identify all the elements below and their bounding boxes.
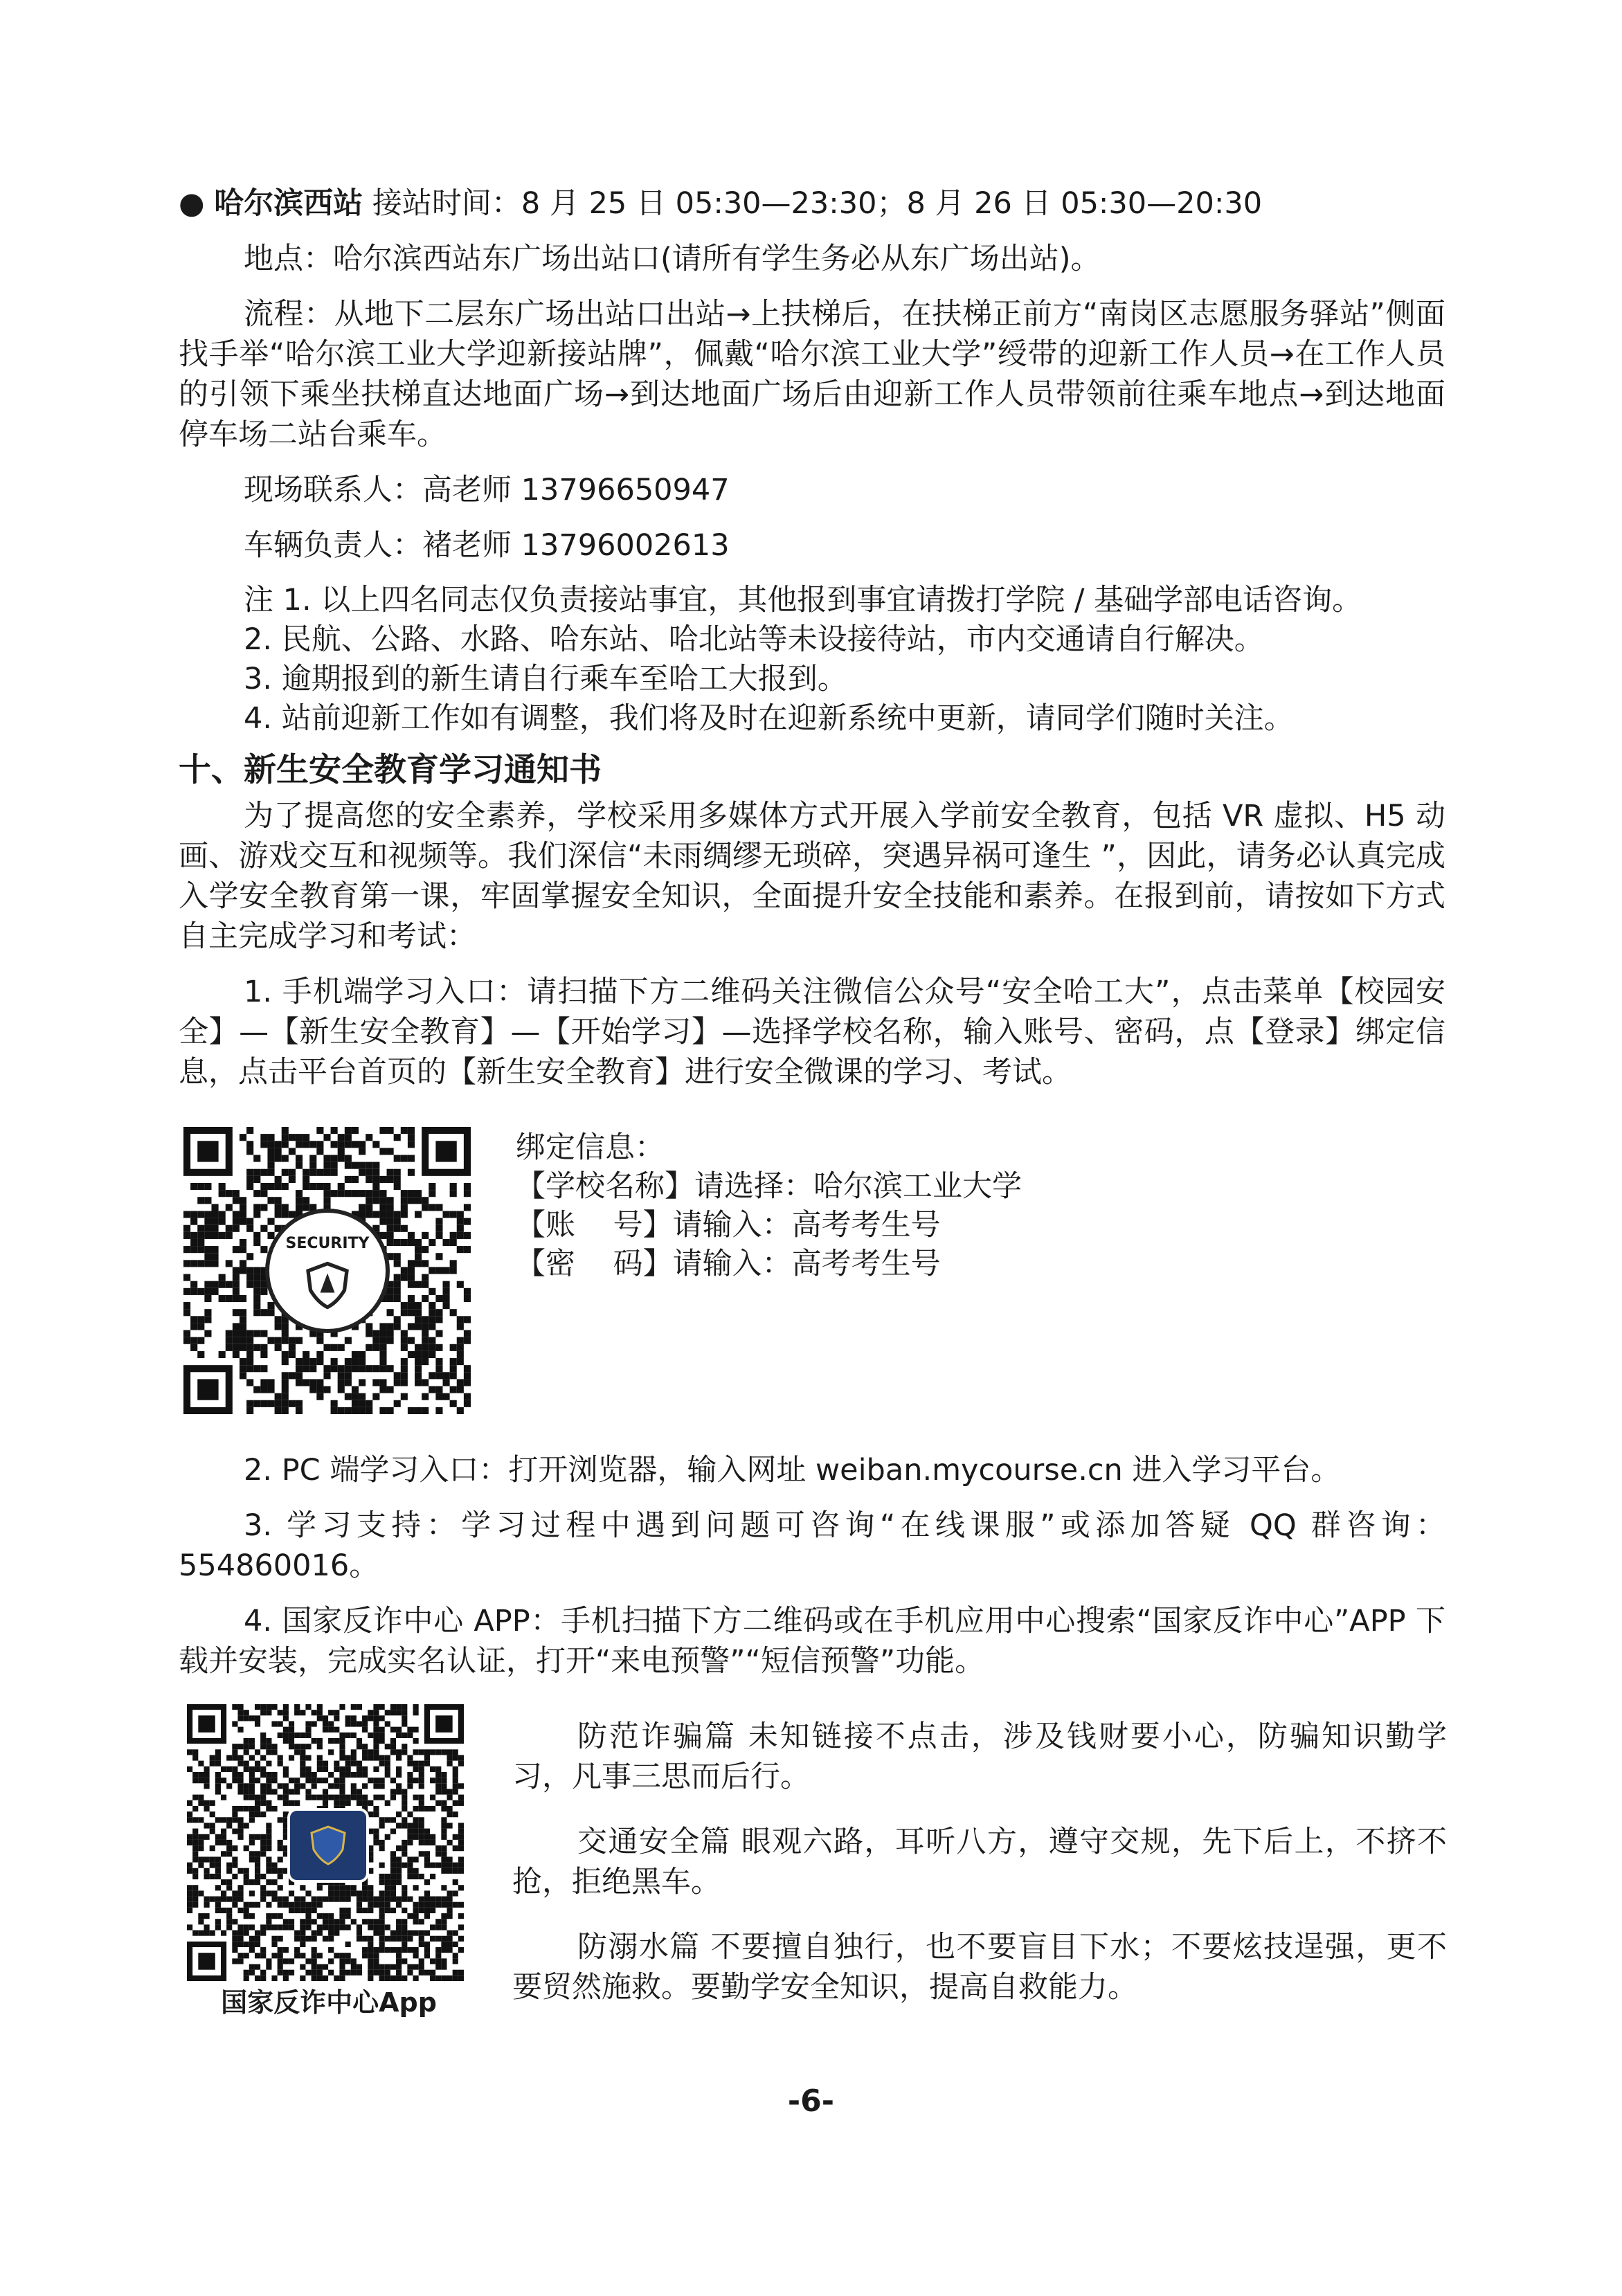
emblem-text: SECURITY <box>285 1234 370 1252</box>
note-item: 3. 逾期报到的新生请自行乘车至哈工大报到。 <box>244 662 847 696</box>
station-time: 接站时间：8 月 25 日 05:30—23:30；8 月 26 日 05:30—20:30 <box>372 186 1263 221</box>
station-location: 地点：哈尔滨西站东广场出站口(请所有学生务必从东广场出站)。 <box>244 242 1101 276</box>
bind-info <box>516 1128 1208 1283</box>
note-item: 注 1. 以上四名同志仅负责接站事宜，其他报到事宜请拨打学院 / 基础学部电话咨询。 <box>244 583 1362 617</box>
shield-icon <box>303 1261 352 1310</box>
notes-list <box>179 581 1445 739</box>
items-block <box>179 1450 1445 1697</box>
tip-item: 防溺水篇 不要擅自独行，也不要盲目下水；不要炫技逞强，更不要贸然施救。要勤学安全知识，提高自救能力。 <box>512 1930 1447 2005</box>
bind-school: 【学校名称】请选择：哈尔滨工业大学 <box>516 1169 1022 1204</box>
station-process: 流程：从地下二层东广场出站口出站→上扶梯后，在扶梯正前方“南岗区志愿服务驿站”侧面找手举“哈尔滨工业大学迎新接站牌”，佩戴“哈尔滨工业大学”绶带的迎新工作人员→在工作人员的引领下乘坐扶梯直达地面广场→到达地面广场后由迎新工作人员带领前往乘车地点→到达地面停车场二站台乘车。 <box>179 297 1445 452</box>
station-name: 哈尔滨西站 <box>214 186 363 221</box>
app-logo-icon <box>287 1808 369 1883</box>
note-item: 4. 站前迎新工作如有调整，我们将及时在迎新系统中更新，请同学们随时关注。 <box>244 701 1294 736</box>
item-mobile-entry: 1. 手机端学习入口：请扫描下方二维码关注微信公众号“安全哈工大”，点击菜单【校园安全】—【新生安全教育】—【开始学习】—选择学校名称，输入账号、密码，点【登录】绑定信息，点击平台首页的【新生安全教育】进行安全微课的学习、考试。 <box>179 975 1445 1090</box>
station-header <box>179 183 1445 224</box>
item-anti-fraud-app: 4. 国家反诈中心 APP：手机扫描下方二维码或在手机应用中心搜索“国家反诈中心”APP 下载并安装，完成实名认证，打开“来电预警”“短信预警”功能。 <box>179 1604 1445 1679</box>
section-intro-block <box>179 796 1445 1108</box>
safety-tips <box>512 1717 1447 2032</box>
item-support: 3. 学习支持：学习过程中遇到问题可咨询“在线课服”或添加答疑 QQ 群咨询：554860016。 <box>179 1508 1445 1583</box>
contact-onsite: 现场联系人：高老师 13796650947 <box>244 473 730 507</box>
security-emblem-icon <box>265 1209 390 1333</box>
bind-account: 【账 号】请输入：高考考生号 <box>516 1208 941 1242</box>
qr-caption: 国家反诈中心App <box>221 1987 437 2018</box>
bullet: ● <box>179 186 205 221</box>
page-number: -6- <box>787 2083 835 2119</box>
note-item: 2. 民航、公路、水路、哈东站、哈北站等未设接待站，市内交通请自行解决。 <box>244 622 1264 657</box>
station-block <box>179 183 1445 739</box>
tip-item: 交通安全篇 眼观六路，耳听八方，遵守交规，先下后上，不挤不抢，拒绝黑车。 <box>512 1825 1447 1899</box>
section-intro: 为了提高您的安全素养，学校采用多媒体方式开展入学前安全教育，包括 VR 虚拟、H5 动画、游戏交互和视频等。我们深信“未雨绸缪无琐碎，突遇异祸可逢生 ”，因此，请务必认真完成入学安全教育第一课，牢固掌握安全知识，全面提升安全技能和素养。在报到前，请按如下方式自主完成学习和考试： <box>179 799 1445 954</box>
bind-password: 【密 码】请输入：高考考生号 <box>516 1247 941 1281</box>
bind-title: 绑定信息： <box>516 1130 665 1165</box>
section-heading: 十、新生安全教育学习通知书 <box>179 751 602 789</box>
tip-item: 防范诈骗篇 未知链接不点击，涉及钱财要小心，防骗知识勤学习，凡事三思而后行。 <box>512 1719 1447 1794</box>
contact-vehicle: 车辆负责人：褚老师 13796002613 <box>244 528 730 563</box>
shield-icon <box>307 1825 349 1866</box>
anti-fraud-qr-code[interactable] <box>187 1704 464 1981</box>
item-pc-entry: 2. PC 端学习入口：打开浏览器，输入网址 weiban.mycourse.cn 进入学习平台。 <box>244 1453 1341 1488</box>
security-qr-code[interactable] <box>183 1127 471 1414</box>
